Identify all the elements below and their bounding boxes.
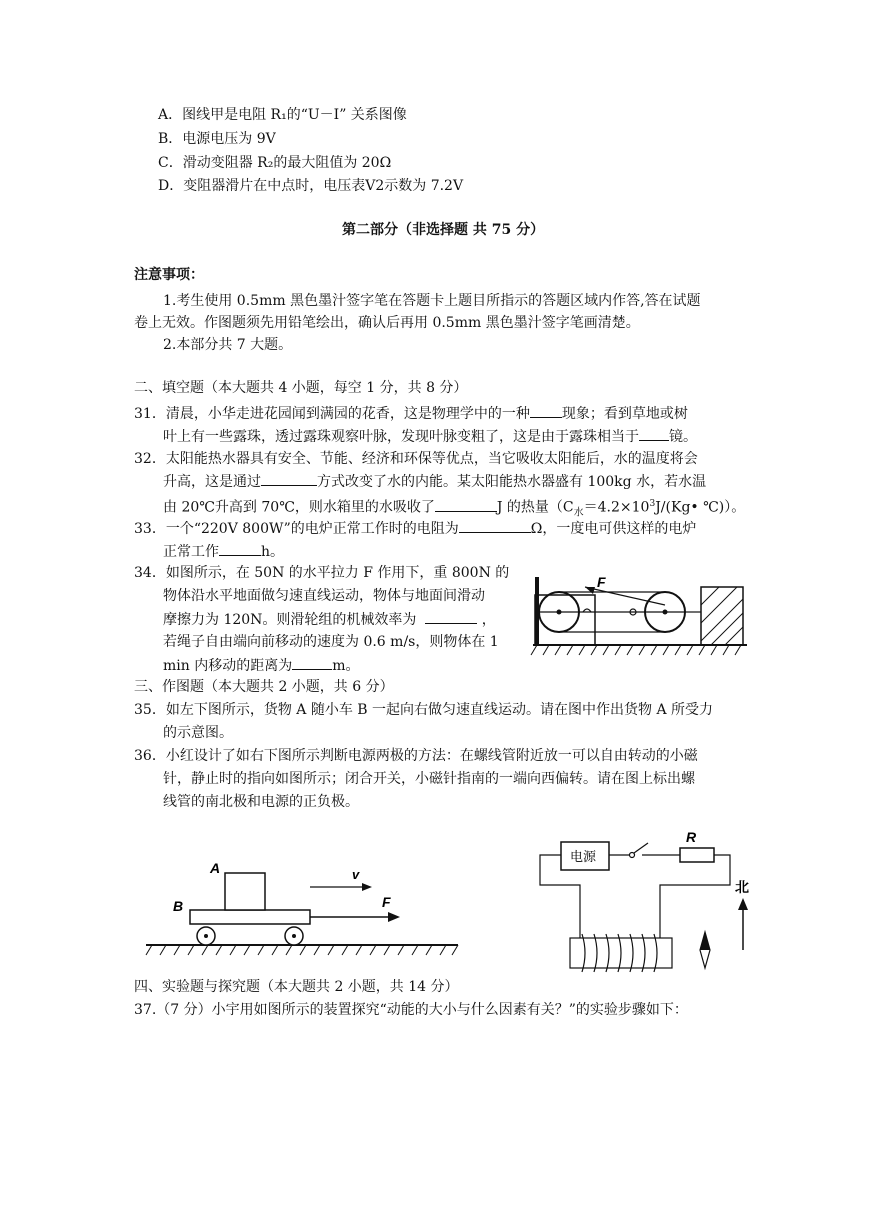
q34-line2: 物体沿水平地面做匀速直线运动，物体与地面间滑动 — [163, 588, 485, 604]
part2-title: 第二部分（非选择题 共 75 分） — [342, 222, 545, 238]
option-d: D．变阻器滑片在中点时，电压表V2示数为 7.2V — [158, 178, 464, 194]
q36-line3: 线管的南北极和电源的正负极。 — [163, 794, 359, 810]
notice-heading: 注意事项： — [134, 267, 204, 283]
q36-line1: 36．小红设计了如右下图所示判断电源两极的方法：在螺线管附近放一可以自由转动的小磁 — [134, 748, 698, 764]
q34-line1: 34．如图所示，在 50N 的水平拉力 F 作用下，重 800N 的 — [134, 565, 510, 581]
q35-line1: 35．如左下图所示，货物 A 随小车 B 一起向右做匀速直线运动。请在图中作出货物 A 所受力 — [134, 702, 714, 718]
pulley-f-label: F — [597, 574, 606, 590]
q32-line1: 32．太阳能热水器具有安全、节能、经济和环保等优点，当它吸收太阳能后，水的温度将会 — [134, 451, 698, 467]
cart-label-f: F — [382, 894, 391, 910]
notice-item-2: 2.本部分共 7 大题。 — [163, 337, 293, 353]
q33-blank-2 — [219, 541, 261, 556]
q35-line2: 的示意图。 — [163, 725, 233, 741]
q33-line1: 33．一个“220V 800W”的电炉正常工作时的电阻为 Ω，一度电可供这样的电炉 — [134, 518, 696, 539]
circuit-r-label: R — [686, 829, 697, 845]
cart-figure — [140, 855, 465, 965]
section-4-heading: 四、实验题与探究题（本大题共 2 小题，共 14 分） — [134, 979, 459, 995]
q32-blank-1 — [261, 471, 317, 486]
cart-label-b: B — [173, 898, 184, 914]
q36-line2: 针，静止时的指向如图所示；闭合开关，小磁针指南的一端向西偏转。请在图上标出螺 — [163, 771, 695, 787]
notice-item-1a: 1.考生使用 0.5mm 黑色墨汁签字笔在答题卡上题目所指示的答题区域内作答,答在试题 — [163, 293, 701, 309]
q37-line1: 37.（7 分）小宇用如图所示的装置探究“动能的大小与什么因素有关？”的实验步骤如下： — [134, 1002, 688, 1018]
circuit-figure — [530, 828, 762, 978]
q32-line2: 升高，这是通过 方式改变了水的内能。某太阳能热水器盛有 100kg 水，若水温 — [163, 471, 706, 492]
q34-line4: 若绳子自由端向前移动的速度为 0.6 m/s，则物体在 1 — [163, 634, 499, 650]
q32-line3: 由 20℃升高到 70℃，则水箱里的水吸收了 J 的热量（$C_水=4.2\times 10^3J/(Kg•$ ℃)）。 — [163, 494, 745, 523]
cart-label-a: A — [210, 860, 221, 876]
circuit-power-label: 电源 — [570, 849, 597, 864]
q34-blank-2 — [292, 655, 332, 670]
q33-blank-1 — [459, 518, 531, 533]
pulley-figure — [525, 565, 753, 660]
q31-line2: 叶上有一些露珠，透过露珠观察叶脉，发现叶脉变粗了，这是由于露珠相当于 镜。 — [163, 426, 697, 447]
section-3-heading: 三、作图题（本大题共 2 小题，共 6 分） — [134, 679, 394, 695]
q33-line2: 正常工作 h。 — [163, 541, 284, 562]
option-c: C．滑动变阻器 R₂的最大阻值为 20Ω — [158, 155, 392, 171]
notice-item-1b: 卷上无效。作图题须先用铅笔绘出，确认后再用 0.5mm 黑色墨汁签字笔画清楚。 — [134, 315, 640, 331]
option-b: B．电源电压为 9V — [158, 131, 276, 147]
cart-label-v: v — [352, 867, 360, 882]
q34-line5: min 内移动的距离为 m。 — [163, 655, 360, 676]
q34-line3: 摩擦力为 120N。则滑轮组的机械效率为 ， — [163, 609, 496, 630]
q31-blank-2 — [639, 426, 669, 441]
q34-blank-1 — [425, 609, 477, 624]
option-a: A．图线甲是电阻 R₁的“U－I” 关系图像 — [158, 107, 407, 123]
q32-blank-2 — [435, 497, 497, 512]
section-2-heading: 二、填空题（本大题共 4 小题，每空 1 分，共 8 分） — [134, 380, 468, 396]
q31-line1: 31．清晨，小华走进花园闻到满园的花香，这是物理学中的一种 现象；看到草地或树 — [134, 403, 688, 424]
q31-blank-1 — [530, 403, 562, 418]
circuit-north-label: 北 — [735, 879, 749, 895]
